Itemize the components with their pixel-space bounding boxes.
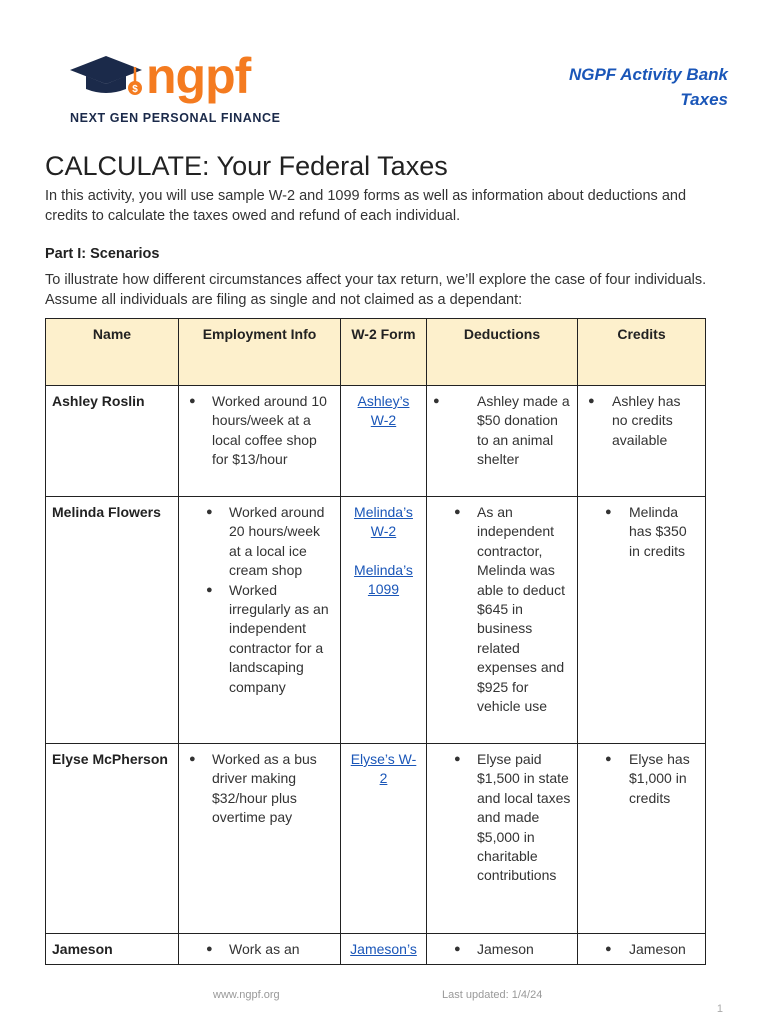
form-cell: [341, 386, 427, 497]
table-row: [46, 744, 706, 934]
credits-cell: [578, 744, 706, 934]
list-item: ● Worked as a bus driver making $32/hour plus overtime pay: [189, 751, 317, 826]
list-item: ● Jameson: [605, 941, 686, 957]
svg-text:ngpf: ngpf: [146, 50, 251, 104]
col-header-credits: Credits: [578, 319, 706, 386]
activity-bank-label: NGPF Activity Bank: [568, 65, 728, 84]
w2-link[interactable]: Jameson’s: [350, 941, 417, 957]
logo-tagline: NEXT GEN PERSONAL FINANCE: [70, 111, 281, 125]
w2-link[interactable]: Elyse’s W-2: [350, 751, 417, 787]
table-row: [46, 386, 706, 497]
form-cell: [341, 934, 427, 965]
list-item: ● Melinda has $350 in credits: [605, 504, 687, 559]
credits-cell: [578, 497, 706, 744]
footer-updated: Last updated: 1/4/24: [442, 989, 543, 1001]
person-name: Melinda Flowers: [46, 497, 179, 744]
deductions-cell: [427, 497, 578, 744]
deductions-cell: [427, 744, 578, 934]
table-header-row: [46, 319, 706, 386]
employment-cell: [179, 934, 341, 965]
person-name: Jameson: [46, 934, 179, 965]
list-item: ● Worked around 20 hours/week at a local ice cream shop: [206, 504, 325, 579]
list-item: ● Elyse has $1,000 in credits: [605, 751, 690, 806]
ngpf-logo: [68, 50, 288, 130]
footer-url: www.ngpf.org: [213, 989, 280, 1001]
scenarios-table: [45, 318, 706, 965]
list-item: ● As an independent contractor, Melinda was able to deduct $645 in business related expenses and $925 for vehicle use: [454, 504, 565, 715]
form-cell: [341, 497, 427, 744]
list-item: ● Ashley made a $50 donation to an animal shelter: [433, 393, 570, 468]
list-item: ● Worked irregularly as an independent contractor for a landscaping company: [206, 581, 329, 695]
col-header-deductions: Deductions: [427, 319, 578, 386]
employment-cell: [179, 386, 341, 497]
person-name: Elyse McPherson: [46, 744, 179, 934]
table-row: [46, 497, 706, 744]
employment-cell: [179, 744, 341, 934]
graduation-cap-dollar-icon: [68, 50, 288, 110]
col-header-w2: W-2 Form: [341, 319, 427, 386]
table-row: [46, 934, 706, 965]
person-name: Ashley Roslin: [46, 386, 179, 497]
list-item: ● Elyse paid $1,500 in state and local taxes and made $5,000 in charitable contributions: [454, 751, 571, 884]
w2-link[interactable]: Melinda’s W-2: [354, 504, 413, 540]
form-1099-link[interactable]: Melinda’s 1099: [354, 561, 413, 598]
credits-cell: [578, 386, 706, 497]
col-header-name: Name: [46, 319, 179, 386]
credits-cell: [578, 934, 706, 965]
activity-header: [569, 62, 728, 112]
page-title: CALCULATE: Your Federal Taxes: [45, 151, 448, 181]
intro-paragraph: In this activity, you will use sample W-2 and 1099 forms as well as information about deductions and credits to calculate the taxes owed and refund of each individual.: [45, 188, 687, 224]
list-item: ● Worked around 10 hours/week at a local coffee shop for $13/hour: [189, 393, 327, 468]
form-cell: [341, 744, 427, 934]
section-heading: Part I: Scenarios: [45, 246, 160, 262]
col-header-employment: Employment Info: [179, 319, 341, 386]
section-intro: To illustrate how different circumstances affect your tax return, we’ll explore the case of four individuals. Assume all individuals are filing as single and not claimed as a dependant:: [45, 272, 707, 308]
page-number: 1: [716, 1003, 723, 1015]
deductions-cell: [427, 934, 578, 965]
topic-label: Taxes: [680, 90, 728, 109]
list-item: ● Ashley has no credits available: [588, 393, 681, 448]
w2-link[interactable]: Ashley’s W-2: [357, 393, 410, 429]
list-item: ● Jameson: [454, 941, 534, 957]
employment-cell: [179, 497, 341, 744]
list-item: ● Work as an: [206, 941, 300, 957]
deductions-cell: [427, 386, 578, 497]
svg-text:$: $: [132, 84, 138, 95]
